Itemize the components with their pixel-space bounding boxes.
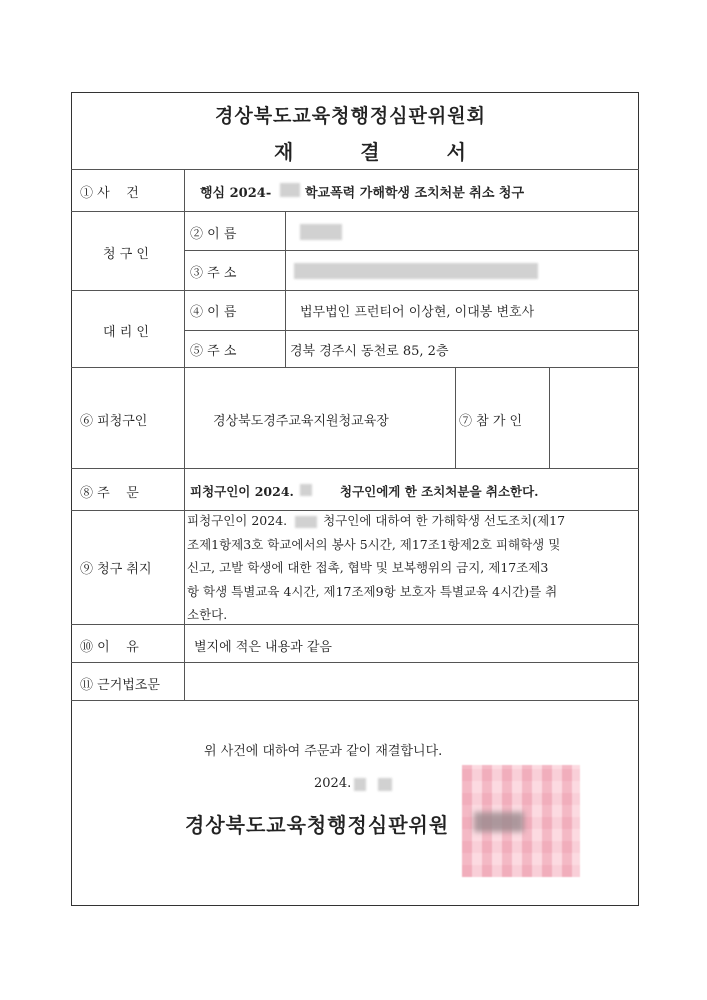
claim-line3: 신고, 고발 학생에 대한 접촉, 협박 및 보복행위의 금지, 제17조제3 bbox=[187, 560, 549, 575]
claim-line2: 조제1항제3호 학교에서의 봉사 5시간, 제17조1항제2호 피해학생 및 bbox=[187, 536, 561, 552]
rule bbox=[285, 211, 286, 367]
rule bbox=[71, 367, 639, 368]
case-label: ① 사 건 bbox=[80, 186, 139, 201]
redacted-order-date bbox=[300, 484, 312, 496]
claimant-label: 청 구 인 bbox=[103, 247, 149, 262]
participant-label: ⑦ 참 가 인 bbox=[459, 414, 523, 429]
rule bbox=[71, 662, 639, 663]
date-prefix: 2024. bbox=[314, 776, 352, 791]
redacted-claimant-name bbox=[300, 224, 342, 240]
rule bbox=[71, 468, 639, 469]
rule bbox=[184, 169, 185, 700]
claim-text bbox=[187, 509, 635, 627]
agent-label: 대 리 인 bbox=[103, 325, 149, 340]
rule bbox=[184, 250, 639, 251]
agent-address-value: 경북 경주시 동천로 85, 2층 bbox=[290, 344, 449, 359]
rule bbox=[455, 367, 456, 468]
claimant-address-label: ③ 주 소 bbox=[190, 266, 237, 281]
claim-line4: 항 학생 특별교육 4시간, 제17조제9항 보호자 특별교육 4시간)를 취 bbox=[187, 583, 558, 599]
doc-title: 재 결 서 bbox=[274, 140, 496, 164]
agent-name-value: 법무법인 프런티어 이상현, 이대봉 변호사 bbox=[300, 305, 535, 320]
redacted-claimant-address bbox=[294, 263, 538, 279]
committee-name: 경상북도교육청행정심판위원 bbox=[185, 813, 450, 837]
org-title: 경상북도교육청행정심판위원회 bbox=[215, 105, 486, 127]
order-value-a: 피청구인이 2024. bbox=[190, 484, 294, 499]
rule bbox=[71, 700, 639, 701]
claimant-name-label: ② 이 름 bbox=[190, 227, 237, 242]
reason-value: 별지에 적은 내용과 같음 bbox=[194, 640, 332, 655]
law-label: ⑪ 근거법조문 bbox=[80, 678, 160, 693]
respondent-label: ⑥ 피청구인 bbox=[80, 414, 148, 429]
order-value-b: 청구인에게 한 조치처분을 취소한다. bbox=[340, 484, 539, 499]
rule bbox=[71, 211, 639, 212]
redacted-date-day bbox=[378, 778, 392, 791]
redacted-case-number bbox=[280, 183, 300, 197]
claim-line1-b: 청구인에 대하여 한 가해학생 선도조치(제17 bbox=[323, 513, 566, 528]
agent-name-label: ④ 이 름 bbox=[190, 305, 237, 320]
case-value-prefix: 행심 2024- bbox=[200, 186, 272, 201]
redacted-claim-date bbox=[295, 516, 317, 528]
rule bbox=[71, 169, 639, 170]
case-value-suffix: 학교폭력 가해학생 조치처분 취소 청구 bbox=[305, 186, 525, 201]
order-label: ⑧ 주 문 bbox=[80, 486, 139, 501]
reason-label: ⑩ 이 유 bbox=[80, 640, 139, 655]
redacted-date-month bbox=[354, 778, 366, 791]
rule bbox=[71, 290, 639, 291]
claim-line5: 소한다. bbox=[187, 607, 228, 622]
statement: 위 사건에 대하여 주문과 같이 재결합니다. bbox=[204, 744, 443, 759]
claim-label: ⑨ 청구 취지 bbox=[80, 562, 152, 577]
claim-line1-a: 피청구인이 2024. bbox=[187, 513, 288, 528]
respondent-value: 경상북도경주교육지원청교육장 bbox=[213, 414, 389, 429]
rule bbox=[184, 330, 639, 331]
redacted-chair-name bbox=[474, 812, 524, 832]
rule bbox=[549, 367, 550, 468]
agent-address-label: ⑤ 주 소 bbox=[190, 344, 237, 359]
